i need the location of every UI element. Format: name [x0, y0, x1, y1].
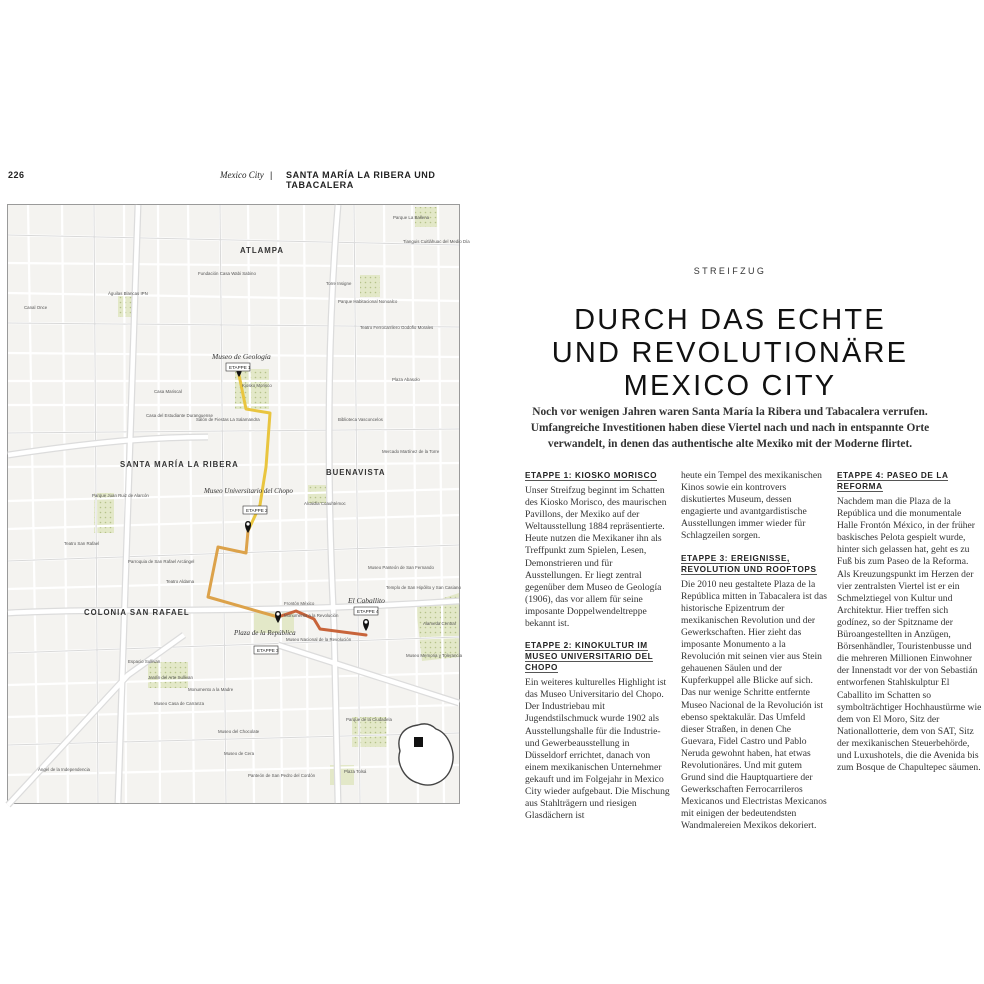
district-map — [7, 204, 470, 804]
place-label: Museo de Cera — [224, 751, 255, 756]
place-label: Biblioteca Vasconcelos — [338, 417, 383, 422]
running-head-separator: | — [270, 170, 273, 180]
body-paragraph: Unser Streifzug beginnt im Schatten des Kiosko Morisco, des maurischen Pavillons, der Mexiko auf der Weltausstellung 1884 repräsentierte. Heute nutzen die Mexikaner ihn als Treffpunkt zum Spielen, Lesen, Demonstrieren und für Ausstellungen. Er liegt zentral gegenüber dem Museo de Geología (1906), das vor allem für seine imposante Doppelwendeltreppe bekannt ist. — [525, 485, 667, 630]
article-headline — [510, 304, 950, 403]
text-column-1 — [525, 470, 671, 832]
text-column-3 — [837, 470, 983, 784]
place-label: Plaza Tolsá — [344, 769, 367, 774]
place-label: Casa del Estudiante Duranguense — [146, 413, 213, 418]
place-label: Panteón de San Pedro del Cordón — [248, 773, 316, 778]
place-label: Museo Casa de Carranza — [154, 701, 205, 706]
place-label: Templo de San Hipólito y San Casiano — [386, 585, 461, 590]
place-label: Parque La Ballena — [393, 215, 430, 220]
running-head-district: SANTA MARÍA LA RIBERA UND TABACALERA — [286, 170, 436, 190]
place-label: Monumento a la Revolución — [284, 613, 339, 618]
running-head-city: Mexico City — [220, 170, 264, 180]
etappe-label-2: ETAPPE 2 — [246, 508, 268, 513]
page-number: 226 — [8, 170, 25, 180]
place-label: Parque de la Ciudadela — [346, 717, 392, 722]
place-label: Museo Memoria y Tolerancia — [406, 653, 463, 658]
neighborhood-atlampa: ATLAMPA — [240, 246, 284, 255]
headline-line: UND REVOLUTIONÄRE — [551, 337, 909, 369]
neighborhood-santa-maria: SANTA MARÍA LA RIBERA — [120, 460, 239, 469]
body-paragraph: Die 2010 neu gestaltete Plaza de la República mitten in Tabacalera ist das historische Epizentrum der mexikanischen Revolution und der Gewerkschaften. Hier zieht das imposante Monumento a la Revolución mit seinen vier aus Stein gehauenen Säulen und der Kupferkuppel alle Blicke auf sich. Das nur wenige Schritte entfernte Museo Nacional de la Revolución ist ebenso spektakulär. Das Umfeld dieser Straßen, in denen Che Guevara, Fidel Castro und Pablo Neruda gewohnt haben, hat etwas Revolutionäres. Und mit gutem Grund sind die Hauptquartiere der Gewerkschaften Ferrocarrileros Mexicanos und Electristas Mexicanos mit einigen der bedeutendsten Wandmalereien Mexikos dekoriert. — [681, 578, 827, 832]
section-heading: ETAPPE 1: KIOSKO MORISCO — [525, 471, 658, 480]
place-label: Museo del Chocolate — [218, 729, 260, 734]
body-paragraph: heute ein Tempel des mexikanischen Kinos sowie ein kontrovers diskutiertes Museum, dessen engagierte und avantgardistische Ausstellungen immer wieder für Schlagzeilen sorgen. — [681, 470, 822, 542]
etappe-label-4: ETAPPE 4 — [357, 609, 379, 614]
place-label: Fundación Casa Wabi Sabino — [198, 271, 256, 276]
place-label: Parque Juan Ruiz de Alarcón — [92, 493, 149, 498]
place-label: Canal Once — [24, 305, 48, 310]
place-label: Alcaldía Cuauhtémoc — [304, 501, 346, 506]
place-label: Salón de Fiestas La Salamandra — [196, 417, 260, 422]
headline-line: MEXICO CITY — [623, 370, 837, 402]
stop-name-geologia: Museo de Geología — [212, 352, 271, 361]
place-label: Teatro Aldama — [166, 579, 195, 584]
body-paragraph: Nachdem man die Plaza de la República und die monumentale Halle Frontón México, in der früher baskisches Pelota gespielt wurde, hinter sich gelassen hat, geht es zu Fuß bis zum Paseo de la Reforma. Als Kreuzungspunkt im Herzen der vier zentralsten Viertel ist er ein Schmelztiegel von Kultur und Architektur. Hier treffen sich godínez, so der Spitzname der Büroangestellten in Anzügen, Börsenhändler, Touristenbusse und die mehreren Millionen Einwohner der Innenstadt vor der von Sebastián entworfenen Stahlskulptur El Caballito im Schatten so symbolträchtiger Hochhaustürme wie dem von El Moro, Sitz der Nationallotterie, dem von SAT, Sitz der mexikanischen Steuerbehörde, und Luxushotels, die die Avenida bis zum Bosque de Chapultepec säumen. — [837, 496, 982, 774]
place-label: Parroquia de San Rafael Arcángel — [128, 559, 195, 564]
place-label: Casa Mariscal — [154, 389, 182, 394]
place-label: Águilas Blancas IPN — [108, 291, 148, 296]
etappe-label-3: ETAPPE 3 — [257, 648, 279, 653]
headline-line: DURCH DAS ECHTE — [574, 304, 886, 336]
place-label: Museo Nacional de la Revolución — [286, 637, 352, 642]
place-label: Teatro Ferrocarrilero Godofio Morales — [360, 325, 434, 330]
place-label: Ángel de la Independencia — [38, 767, 90, 772]
place-label: Kiosko Morisco — [242, 383, 272, 388]
place-label: Espacio Sullivan — [128, 659, 161, 664]
stop-name-caballito: El Caballito — [348, 596, 385, 605]
place-label: Torre Insigne — [326, 281, 352, 286]
section-heading: ETAPPE 3: EREIGNISSE, REVOLUTION UND ROOFTOPS — [681, 553, 817, 574]
section-heading: ETAPPE 4: PASEO DE LA REFORMA — [837, 471, 949, 491]
neighborhood-san-rafael: COLONIA SAN RAFAEL — [84, 608, 190, 617]
map-canvas — [8, 205, 470, 803]
body-paragraph: Ein weiteres kulturelles Highlight ist das Museo Universitario del Chopo. Der Industriebau mit Jugendstilschmuck wurde 1902 als Ausstellungshalle für die Industrie- und Gewerbeausstellung in Düsseldorf errichtet, danach von einem mexikanischen Unternehmer gekauft und im Folgejahr in Mexico City wieder aufgebaut. Die Mischung aus Stahlträgern und riesigen Glasdächern ist — [525, 677, 670, 822]
locator-highlight — [414, 737, 423, 747]
place-label: Tianguis Cuitláhuac del Medio Día — [403, 239, 470, 244]
etappe-label-1: ETAPPE 1 — [229, 365, 251, 370]
place-label: Plaza Abasolo — [392, 377, 420, 382]
place-label: Museo Panteón de San Fernando — [368, 565, 434, 570]
place-label: Parque Habitacional Nonoalco — [338, 299, 398, 304]
place-label: Mercado Martínez de la Torre — [382, 449, 440, 454]
place-label: Teatro San Rafael — [64, 541, 100, 546]
place-label: Alameda Central — [423, 621, 456, 626]
article-lead: Noch vor wenigen Jahren waren Santa María la Ribera und Tabacalera verrufen. Umfangreiche Investitionen haben diese Viertel nach und nach in entspannte Orte verwandelt, in denen das authentische alte Mexiko mit der Moderne flirtet. — [530, 406, 930, 450]
place-label: Frontón México — [284, 601, 315, 606]
place-label: Monumento a la Madre — [188, 687, 234, 692]
stop-name-chopo: Museo Universitario del Chopo — [204, 487, 293, 495]
section-heading: ETAPPE 2: KINOKULTUR IM MUSEO UNIVERSITARIO DEL CHOPO — [525, 641, 654, 673]
stop-name-republica: Plaza de la República — [234, 629, 296, 637]
place-label: Jardín del Arte Sullivan — [148, 675, 193, 680]
text-column-2 — [681, 470, 827, 843]
page-header — [8, 170, 462, 190]
article-kicker: STREIFZUG — [693, 266, 767, 276]
neighborhood-buenavista: BUENAVISTA — [326, 468, 386, 477]
